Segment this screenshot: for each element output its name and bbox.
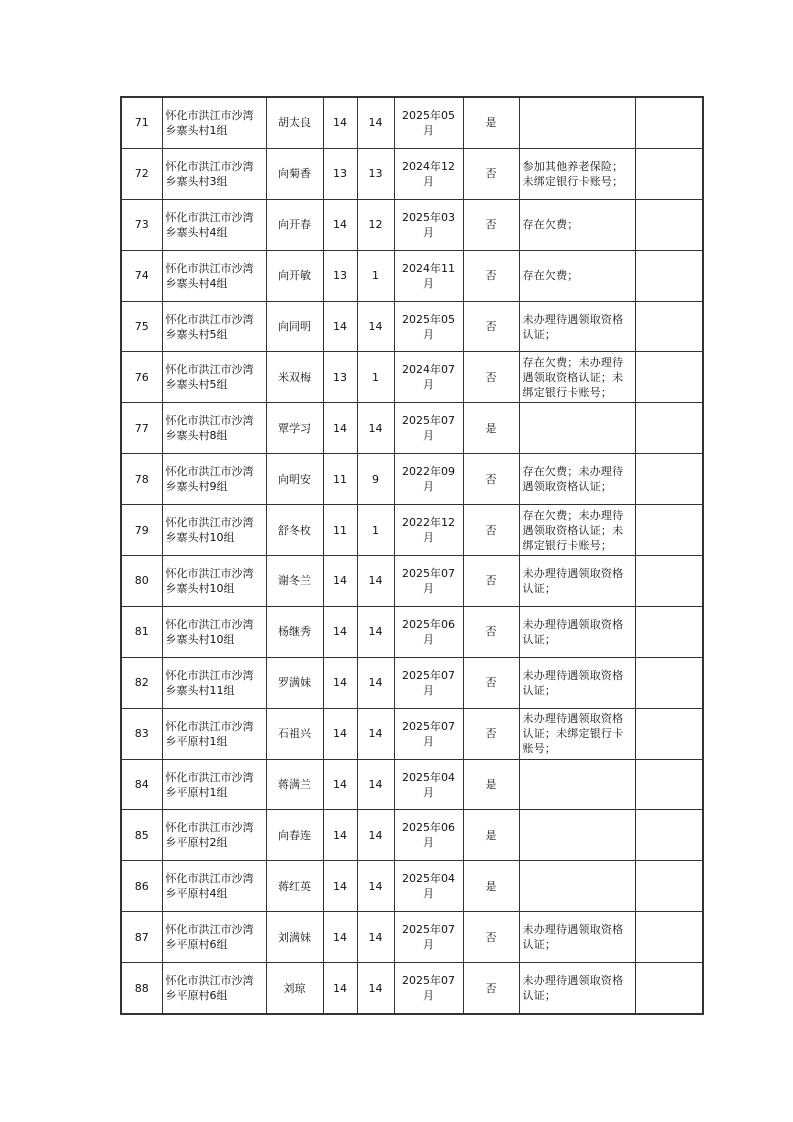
remark-cell [519, 97, 635, 148]
status-flag-cell: 是 [463, 403, 519, 454]
table-body [121, 97, 703, 1014]
status-flag-cell: 否 [463, 657, 519, 708]
count-b-cell: 14 [357, 403, 394, 454]
status-flag-cell: 否 [463, 454, 519, 505]
empty-cell [635, 606, 703, 657]
table-row [121, 505, 703, 556]
empty-cell [635, 97, 703, 148]
count-b-cell: 14 [357, 912, 394, 963]
count-a-cell: 13 [323, 148, 357, 199]
address-cell: 怀化市洪江市沙湾乡寨头村8组 [162, 403, 266, 454]
date-cell: 2025年04月 [394, 861, 463, 912]
remark-cell: 未办理待遇领取资格认证； [519, 556, 635, 607]
table-row [121, 963, 703, 1014]
table-row [121, 199, 703, 250]
date-cell: 2025年07月 [394, 708, 463, 759]
count-a-cell: 13 [323, 352, 357, 403]
person-name-cell: 覃学习 [266, 403, 323, 454]
address-cell: 怀化市洪江市沙湾乡寨头村10组 [162, 556, 266, 607]
row-number-cell: 82 [121, 657, 162, 708]
empty-cell [635, 403, 703, 454]
remark-cell: 存在欠费；未办理待遇领取资格认证；未绑定银行卡账号； [519, 505, 635, 556]
count-b-cell: 12 [357, 199, 394, 250]
person-name-cell: 胡太良 [266, 97, 323, 148]
date-cell: 2025年07月 [394, 963, 463, 1014]
remark-cell [519, 861, 635, 912]
empty-cell [635, 657, 703, 708]
count-b-cell: 14 [357, 963, 394, 1014]
person-name-cell: 罗满妹 [266, 657, 323, 708]
person-name-cell: 向开敏 [266, 250, 323, 301]
address-cell: 怀化市洪江市沙湾乡寨头村5组 [162, 301, 266, 352]
person-name-cell: 向明安 [266, 454, 323, 505]
count-b-cell: 14 [357, 759, 394, 810]
count-a-cell: 14 [323, 556, 357, 607]
remark-cell: 未办理待遇领取资格认证； [519, 301, 635, 352]
count-b-cell: 1 [357, 250, 394, 301]
empty-cell [635, 556, 703, 607]
count-b-cell: 14 [357, 810, 394, 861]
remark-cell: 未办理待遇领取资格认证； [519, 912, 635, 963]
count-b-cell: 13 [357, 148, 394, 199]
table-row [121, 657, 703, 708]
address-cell: 怀化市洪江市沙湾乡寨头村3组 [162, 148, 266, 199]
remark-cell: 存在欠费； [519, 250, 635, 301]
count-a-cell: 14 [323, 403, 357, 454]
date-cell: 2025年03月 [394, 199, 463, 250]
status-flag-cell: 否 [463, 606, 519, 657]
count-a-cell: 14 [323, 708, 357, 759]
remark-cell: 未办理待遇领取资格认证； [519, 657, 635, 708]
date-cell: 2024年11月 [394, 250, 463, 301]
status-flag-cell: 否 [463, 301, 519, 352]
person-name-cell: 向开春 [266, 199, 323, 250]
status-flag-cell: 是 [463, 97, 519, 148]
person-name-cell: 刘满妹 [266, 912, 323, 963]
row-number-cell: 76 [121, 352, 162, 403]
table-row [121, 861, 703, 912]
date-cell: 2024年12月 [394, 148, 463, 199]
count-a-cell: 14 [323, 97, 357, 148]
count-b-cell: 14 [357, 301, 394, 352]
count-a-cell: 14 [323, 606, 357, 657]
remark-cell [519, 403, 635, 454]
row-number-cell: 88 [121, 963, 162, 1014]
count-a-cell: 14 [323, 861, 357, 912]
remark-cell: 未办理待遇领取资格认证；未绑定银行卡账号； [519, 708, 635, 759]
address-cell: 怀化市洪江市沙湾乡寨头村10组 [162, 606, 266, 657]
count-a-cell: 14 [323, 301, 357, 352]
date-cell: 2025年07月 [394, 912, 463, 963]
remark-cell [519, 759, 635, 810]
empty-cell [635, 810, 703, 861]
address-cell: 怀化市洪江市沙湾乡平原村6组 [162, 912, 266, 963]
table-row [121, 97, 703, 148]
remark-cell: 存在欠费；未办理待遇领取资格认证；未绑定银行卡账号； [519, 352, 635, 403]
address-cell: 怀化市洪江市沙湾乡寨头村10组 [162, 505, 266, 556]
count-b-cell: 14 [357, 606, 394, 657]
status-flag-cell: 否 [463, 708, 519, 759]
table-row [121, 708, 703, 759]
table-row [121, 352, 703, 403]
address-cell: 怀化市洪江市沙湾乡寨头村11组 [162, 657, 266, 708]
count-a-cell: 14 [323, 657, 357, 708]
date-cell: 2025年06月 [394, 606, 463, 657]
address-cell: 怀化市洪江市沙湾乡寨头村4组 [162, 199, 266, 250]
address-cell: 怀化市洪江市沙湾乡平原村1组 [162, 759, 266, 810]
row-number-cell: 75 [121, 301, 162, 352]
status-flag-cell: 否 [463, 556, 519, 607]
count-a-cell: 14 [323, 810, 357, 861]
date-cell: 2022年09月 [394, 454, 463, 505]
empty-cell [635, 708, 703, 759]
empty-cell [635, 759, 703, 810]
status-flag-cell: 否 [463, 912, 519, 963]
person-name-cell: 刘琼 [266, 963, 323, 1014]
count-a-cell: 13 [323, 250, 357, 301]
count-b-cell: 14 [357, 861, 394, 912]
address-cell: 怀化市洪江市沙湾乡平原村2组 [162, 810, 266, 861]
count-b-cell: 14 [357, 97, 394, 148]
records-table [120, 96, 704, 1015]
address-cell: 怀化市洪江市沙湾乡寨头村5组 [162, 352, 266, 403]
table-row [121, 250, 703, 301]
remark-cell: 存在欠费； [519, 199, 635, 250]
row-number-cell: 79 [121, 505, 162, 556]
status-flag-cell: 是 [463, 810, 519, 861]
table-row [121, 759, 703, 810]
person-name-cell: 石祖兴 [266, 708, 323, 759]
status-flag-cell: 否 [463, 352, 519, 403]
date-cell: 2025年07月 [394, 657, 463, 708]
table-row [121, 403, 703, 454]
empty-cell [635, 505, 703, 556]
person-name-cell: 蒋红英 [266, 861, 323, 912]
address-cell: 怀化市洪江市沙湾乡平原村4组 [162, 861, 266, 912]
row-number-cell: 80 [121, 556, 162, 607]
row-number-cell: 85 [121, 810, 162, 861]
count-b-cell: 14 [357, 657, 394, 708]
status-flag-cell: 是 [463, 861, 519, 912]
count-a-cell: 14 [323, 912, 357, 963]
count-a-cell: 14 [323, 199, 357, 250]
table-row [121, 301, 703, 352]
row-number-cell: 84 [121, 759, 162, 810]
empty-cell [635, 861, 703, 912]
row-number-cell: 81 [121, 606, 162, 657]
person-name-cell: 杨继秀 [266, 606, 323, 657]
count-b-cell: 14 [357, 556, 394, 607]
remark-cell: 存在欠费；未办理待遇领取资格认证； [519, 454, 635, 505]
row-number-cell: 72 [121, 148, 162, 199]
table-row [121, 148, 703, 199]
remark-cell [519, 810, 635, 861]
row-number-cell: 78 [121, 454, 162, 505]
count-a-cell: 11 [323, 505, 357, 556]
row-number-cell: 77 [121, 403, 162, 454]
empty-cell [635, 912, 703, 963]
empty-cell [635, 250, 703, 301]
date-cell: 2025年07月 [394, 403, 463, 454]
row-number-cell: 74 [121, 250, 162, 301]
person-name-cell: 向菊香 [266, 148, 323, 199]
count-a-cell: 11 [323, 454, 357, 505]
status-flag-cell: 否 [463, 963, 519, 1014]
remark-cell: 未办理待遇领取资格认证； [519, 963, 635, 1014]
table-row [121, 912, 703, 963]
date-cell: 2025年05月 [394, 97, 463, 148]
address-cell: 怀化市洪江市沙湾乡平原村1组 [162, 708, 266, 759]
table-row [121, 556, 703, 607]
address-cell: 怀化市洪江市沙湾乡寨头村9组 [162, 454, 266, 505]
count-b-cell: 9 [357, 454, 394, 505]
person-name-cell: 向同明 [266, 301, 323, 352]
remark-cell: 参加其他养老保险；未绑定银行卡账号； [519, 148, 635, 199]
address-cell: 怀化市洪江市沙湾乡平原村6组 [162, 963, 266, 1014]
status-flag-cell: 否 [463, 505, 519, 556]
empty-cell [635, 454, 703, 505]
status-flag-cell: 否 [463, 250, 519, 301]
row-number-cell: 87 [121, 912, 162, 963]
date-cell: 2025年07月 [394, 556, 463, 607]
count-b-cell: 1 [357, 352, 394, 403]
table-row [121, 606, 703, 657]
empty-cell [635, 352, 703, 403]
date-cell: 2025年04月 [394, 759, 463, 810]
status-flag-cell: 否 [463, 148, 519, 199]
row-number-cell: 73 [121, 199, 162, 250]
date-cell: 2025年06月 [394, 810, 463, 861]
person-name-cell: 向春连 [266, 810, 323, 861]
count-b-cell: 14 [357, 708, 394, 759]
empty-cell [635, 301, 703, 352]
count-b-cell: 1 [357, 505, 394, 556]
empty-cell [635, 148, 703, 199]
status-flag-cell: 否 [463, 199, 519, 250]
empty-cell [635, 963, 703, 1014]
row-number-cell: 86 [121, 861, 162, 912]
empty-cell [635, 199, 703, 250]
row-number-cell: 83 [121, 708, 162, 759]
person-name-cell: 米双梅 [266, 352, 323, 403]
date-cell: 2024年07月 [394, 352, 463, 403]
date-cell: 2022年12月 [394, 505, 463, 556]
table-row [121, 454, 703, 505]
count-a-cell: 14 [323, 963, 357, 1014]
person-name-cell: 蒋满兰 [266, 759, 323, 810]
status-flag-cell: 是 [463, 759, 519, 810]
address-cell: 怀化市洪江市沙湾乡寨头村1组 [162, 97, 266, 148]
remark-cell: 未办理待遇领取资格认证； [519, 606, 635, 657]
person-name-cell: 谢冬兰 [266, 556, 323, 607]
row-number-cell: 71 [121, 97, 162, 148]
count-a-cell: 14 [323, 759, 357, 810]
table-row [121, 810, 703, 861]
address-cell: 怀化市洪江市沙湾乡寨头村4组 [162, 250, 266, 301]
date-cell: 2025年05月 [394, 301, 463, 352]
person-name-cell: 舒冬枚 [266, 505, 323, 556]
